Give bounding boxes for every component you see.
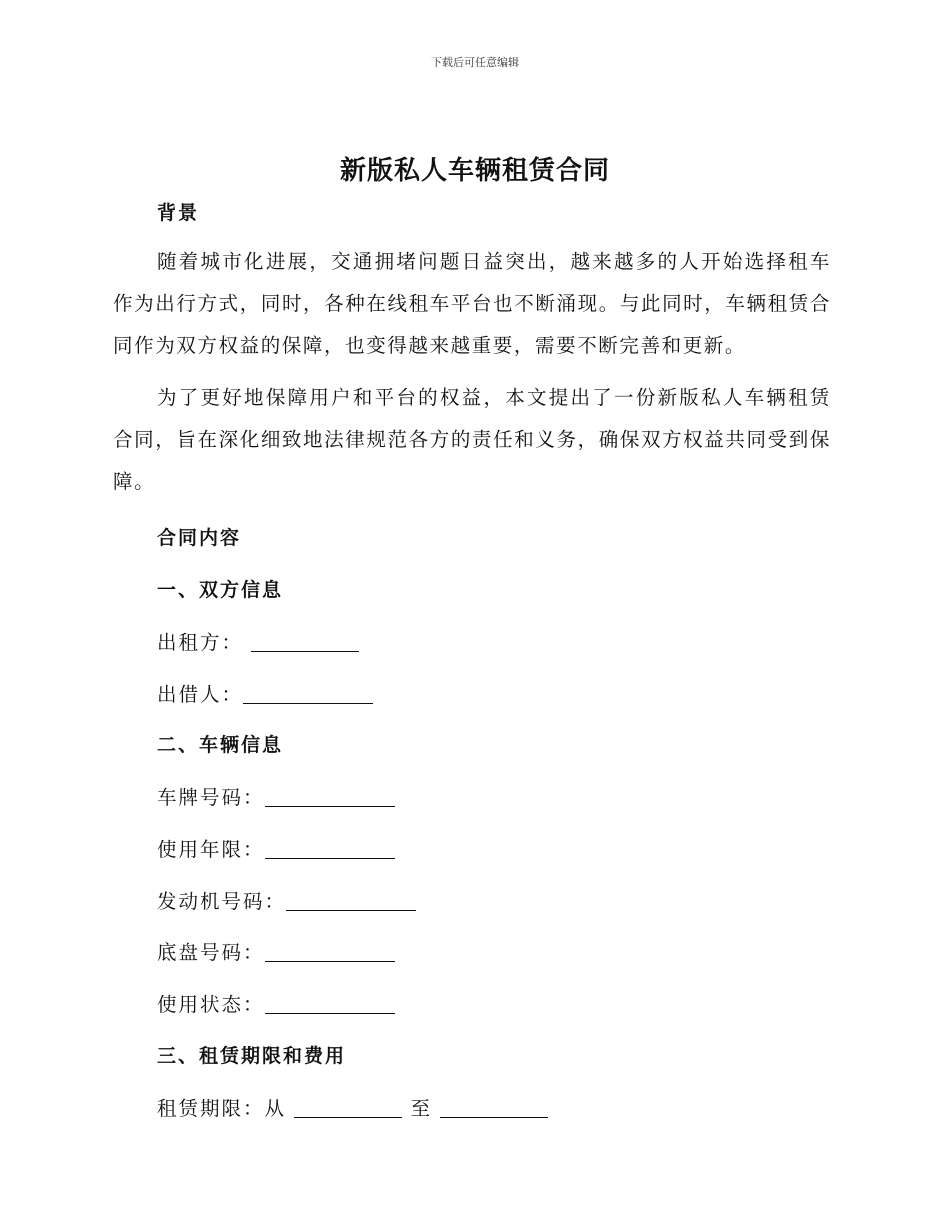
lessor-blank[interactable] (251, 631, 359, 652)
borrower-label: 出借人： (157, 683, 244, 706)
party-info-heading: 一、双方信息 (157, 579, 284, 601)
plate-number-blank[interactable] (265, 786, 395, 807)
borrower-field (157, 679, 373, 707)
engine-number-blank[interactable] (286, 890, 416, 911)
usage-status-field (157, 989, 395, 1017)
plate-number-label: 车牌号码： (157, 786, 265, 809)
lease-term-from-label: 从 (264, 1097, 287, 1120)
background-heading: 背景 (157, 202, 200, 224)
lease-end-blank[interactable] (440, 1097, 548, 1118)
chassis-number-label: 底盘号码： (157, 941, 265, 964)
service-years-field (157, 834, 395, 862)
lease-term-field (157, 1093, 548, 1121)
lease-term-to-label: 至 (410, 1097, 432, 1120)
engine-number-label: 发动机号码： (157, 890, 287, 913)
service-years-blank[interactable] (265, 838, 395, 859)
lease-term-label: 租赁期限： (157, 1097, 265, 1120)
usage-status-label: 使用状态： (157, 993, 265, 1016)
vehicle-info-heading: 二、车辆信息 (157, 734, 284, 756)
chassis-number-blank[interactable] (265, 941, 395, 962)
usage-status-blank[interactable] (265, 993, 395, 1014)
lessor-label: 出租方： (157, 631, 244, 654)
plate-number-field (157, 782, 395, 810)
borrower-blank[interactable] (243, 683, 373, 704)
term-and-fee-heading: 三、租赁期限和费用 (157, 1045, 347, 1067)
background-paragraph-2: 为了更好地保障用户和平台的权益，本文提出了一份新版私人车辆租赁合同，旨在深化细致地法律规范各方的责任和义务，确保双方权益共同受到保障。 (113, 386, 831, 493)
lessor-field (157, 627, 359, 655)
service-years-label: 使用年限： (157, 838, 265, 861)
engine-number-field (157, 886, 416, 914)
background-paragraph-1: 随着城市化进展，交通拥堵问题日益突出，越来越多的人开始选择租车作为出行方式，同时，各种在线租车平台也不断涌现。与此同时，车辆租赁合同作为双方权益的保障，也变得越来越重要，需要不断完善和更新。 (113, 250, 831, 357)
chassis-number-field (157, 937, 395, 965)
header-note: 下载后可任意编辑 (431, 56, 519, 69)
lease-start-blank[interactable] (294, 1097, 402, 1118)
contract-content-heading: 合同内容 (157, 527, 242, 549)
document-title: 新版私人车辆租赁合同 (339, 156, 610, 186)
